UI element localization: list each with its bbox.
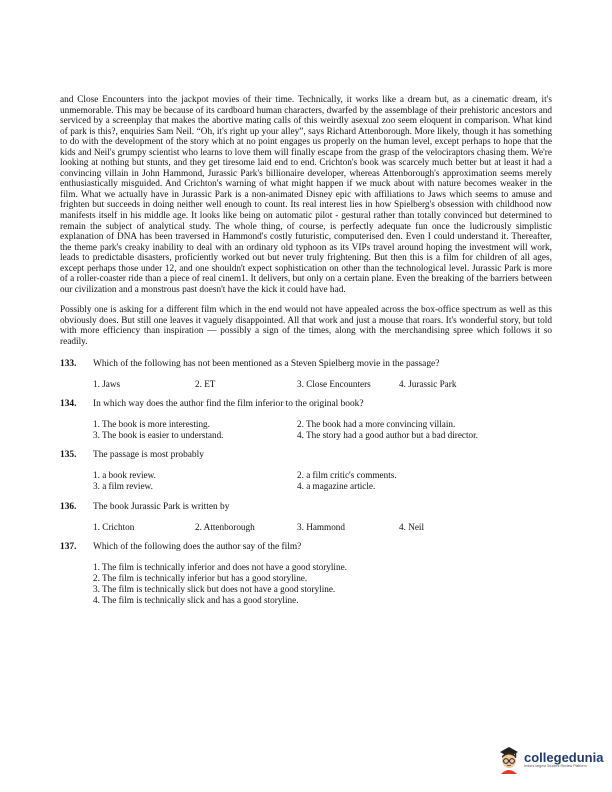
option-list <box>93 522 552 533</box>
question-135 <box>60 449 552 492</box>
option: 3. The book is easier to understand. <box>93 429 224 440</box>
option: 1. The book is more interesting. <box>93 418 210 429</box>
option: 2. ET <box>195 378 216 389</box>
option: 1. Crichton <box>93 521 135 532</box>
option: 1. a book review. <box>93 470 156 481</box>
question-text: The passage is most probably <box>93 450 204 461</box>
question-text: The book Jurassic Park is written by <box>93 501 230 512</box>
option-list <box>93 379 552 390</box>
question-text: Which of the following does the author say of the film? <box>93 541 302 552</box>
option: 2. The film is technically inferior but has a good storyline. <box>93 573 308 583</box>
option: 4. a magazine article. <box>297 481 376 492</box>
passage-paragraph-2: Possibly one is asking for a different film which in the end would not have appealed across the box-office spectrum as well as this obviously does. But still one leaves it vaguely disappointed. All that work and just a mouse that roars. It's wonderful story, but told with more efficiency than inspiration — possibly a sign of the times, along with the merchandising spree which follows it so readily. <box>60 305 552 348</box>
question-text: In which way does the author find the film inferior to the original book? <box>93 398 364 409</box>
question-number: 135. <box>60 450 77 461</box>
document-page <box>60 95 552 607</box>
option: 4. The film is technically slick and has a good storyline. <box>93 595 299 606</box>
logo-name: collegedunia <box>524 750 604 765</box>
question-134 <box>60 398 552 441</box>
option: 2. Attenborough <box>195 521 255 532</box>
question-number: 137. <box>60 541 77 552</box>
option: 3. Hammond <box>297 521 345 532</box>
option-list <box>93 470 552 492</box>
option: 4. Neil <box>399 521 425 532</box>
option: 2. a film critic's comments. <box>297 470 397 481</box>
option: 4. Jurassic Park <box>399 378 457 389</box>
option: 2. The book had a more convincing villain. <box>297 418 456 429</box>
collegedunia-logo <box>498 742 606 778</box>
question-number: 133. <box>60 358 77 369</box>
option: 1. Jaws <box>93 378 121 389</box>
option: 3. Close Encounters <box>297 378 371 389</box>
question-136 <box>60 501 552 533</box>
logo-tagline: India's largest Student Review Platform <box>524 764 587 768</box>
option: 4. The story had a good author but a bad director. <box>297 429 478 440</box>
option-list <box>93 562 552 607</box>
option: 3. a film review. <box>93 481 153 492</box>
question-137 <box>60 541 552 607</box>
option: 3. The film is technically slick but does not have a good storyline. <box>93 584 336 595</box>
option: 1. The film is technically inferior and does not have a good storyline. <box>93 561 347 572</box>
option-list <box>93 419 552 441</box>
question-number: 136. <box>60 501 77 512</box>
question-133 <box>60 358 552 390</box>
question-text: Which of the following has not been mentioned as a Steven Spielberg movie in the passage? <box>93 358 440 369</box>
passage-paragraph-1: and Close Encounters into the jackpot movies of their time. Technically, it works like a dream but, as a cinematic dream, it's unmemorable. This may be because of its cardboard human characters, dwarfed by the assemblage of their prehistoric ancestors and serviced by a screenplay that makes the abortive mating calls of this weirdly asexual zoo seem eloquent in comparison. What kind of park is this?, enquiries Sam Neil. “Oh, it's right up your alley”, says Richard Attenborough. More likely, though it has something to do with the development of the story which at no point engages us properly on the human level, except perhaps to hope that the kids and Neil's grumpy scientist who learns to love them will finally escape from the grasp of the velociraptors chasing them. We're looking at nothing but stunts, and they get tiresome laid end to end. Crichton's book was scarcely much better but at least it had a convincing villain in John Hammond, Jurassic Park's billionaire developer, whereas Attenborough's approximation seems merely enthusiastically misguided. And Crichton's warning of what might happen if we muck about with nature becomes weaker in the film. What we actually have in Jurassic Park is a non-animated Disney epic with affiliations to Jaws which seems to amuse and frighten but succeeds in doing neither well enough to count. Its real interest lies in how Spielberg's obsession with childhood now manifests itself in his middle age. It looks like being on automatic pilot - gestural rather than totally convinced but determined to remain the subject of analytical study. The whole thing, of course, is perfectly adequate fun once the ludicrously simplistic explanation of DNA has been traversed in Hammond's costly futuristic, computerised den. Even I could understand it. Thereafter, the theme park's creaky inability to deal with an ordinary old typhoon as its VIPs travel around hoping the investment will work, leads to predictable disasters, proficiently worked out but never truly frightening. But then this is a film for children of all ages, except perhaps those under 12, and one shouldn't expect sophistication on other than the technological level. Jurassic Park is more of a roller-coaster ride than a piece of real cinem1. It delivers, but only on a certain plane. Even the breaking of the barriers between our civilization and a monstrous past doesn't have the kick it could have had. <box>60 95 552 295</box>
question-number: 134. <box>60 398 77 409</box>
mascot-icon <box>498 746 520 774</box>
